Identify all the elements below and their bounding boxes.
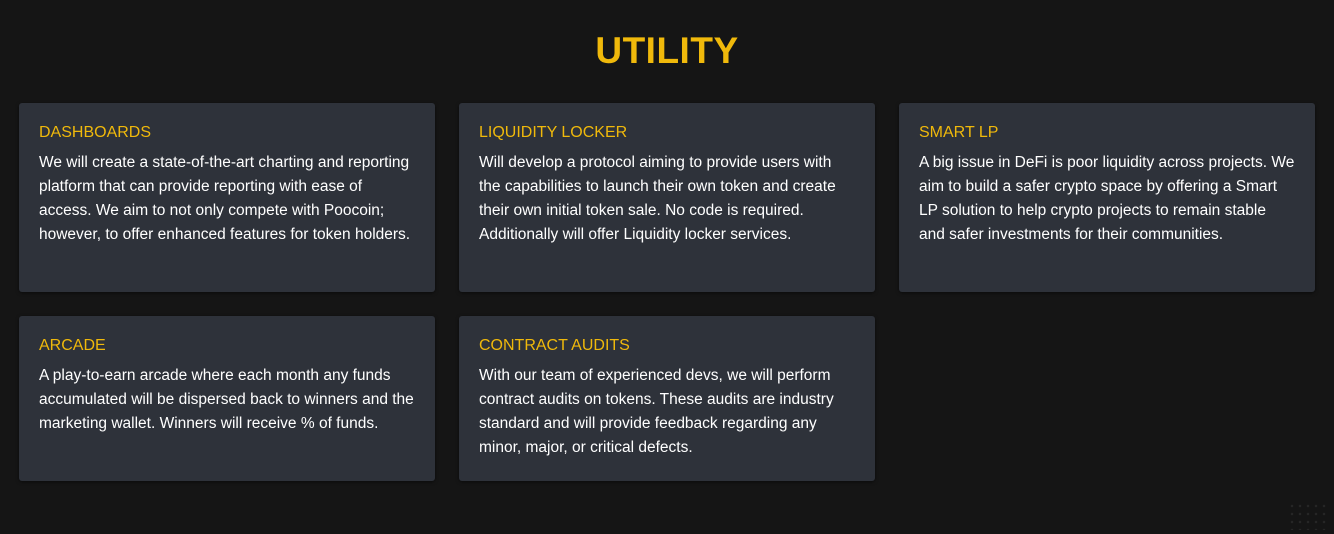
utility-card-liquidity-locker: [459, 103, 875, 292]
utility-card-contract-audits: [459, 316, 875, 481]
card-title: DASHBOARDS: [39, 124, 152, 141]
card-title: SMART LP: [919, 124, 999, 141]
utility-card-dashboards: [19, 103, 435, 292]
card-title: ARCADE: [39, 337, 106, 354]
card-title: LIQUIDITY LOCKER: [479, 124, 628, 141]
card-description: We will create a state-of-the-art charting and reporting platform that can provide reporting with ease of access. We aim to not only compete with Poocoin; however, to offer enhanced features for token holders.: [39, 154, 411, 243]
utility-card-smart-lp: [899, 103, 1315, 292]
card-description: With our team of experienced devs, we will perform contract audits on tokens. These audits are industry standard and will provide feedback regarding any minor, major, or critical defects.: [479, 367, 834, 456]
card-description: Will develop a protocol aiming to provide users with the capabilities to launch their own token and create their own initial token sale. No code is required. Additionally will offer Liquidity locker services.: [479, 154, 836, 243]
section-title: UTILITY: [595, 30, 739, 71]
card-description: A play-to-earn arcade where each month any funds accumulated will be dispersed back to winners and the marketing wallet. Winners will receive % of funds.: [39, 367, 414, 432]
decorative-dot-pattern: [1288, 502, 1328, 530]
card-title: CONTRACT AUDITS: [479, 337, 630, 354]
utility-card-arcade: [19, 316, 435, 481]
card-description: A big issue in DeFi is poor liquidity across projects. We aim to build a safer crypto space by offering a Smart LP solution to help crypto projects to remain stable and safer investments for their communities.: [919, 154, 1295, 243]
